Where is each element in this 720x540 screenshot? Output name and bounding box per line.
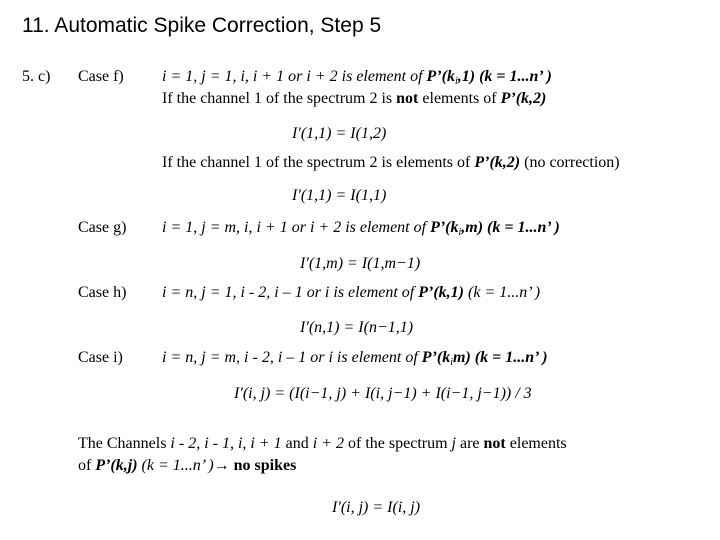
case-i-condition: i = n, j = m, i - 2, i – 1 or i is element of $P’(k_im) (k = 1...n$’ ) xyxy=(162,349,548,368)
case-f-condition: i = 1, j = 1, i, i + 1 or i + 2 is element of $P’(k_i,1) (k = 1...n$’ ) xyxy=(162,68,552,87)
closing-line-2: of P’(k,j) (k = 1...n’ )→ no spikes xyxy=(78,457,297,474)
item-prefix: 5. c) xyxy=(22,68,51,85)
case-f-label: Case f) xyxy=(78,68,124,85)
case-i-label: Case i) xyxy=(78,349,123,366)
equation-case-g: I′(1,m) = I(1,m−1) xyxy=(300,255,421,272)
case-f-condition-2: If the channel 1 of the spectrum 2 is not elements of P’(k,2) xyxy=(162,90,547,107)
case-f-condition-3: If the channel 1 of the spectrum 2 is elements of P’(k,2) (no correction) xyxy=(162,154,620,171)
case-g-condition: i = 1, j = m, i, i + 1 or i + 2 is element of $P’(k_i,m) (k = 1...n$’ ) xyxy=(162,219,560,238)
case-g-label: Case g) xyxy=(78,219,127,236)
case-h-label: Case h) xyxy=(78,284,127,301)
equation-case-f-2: I′(1,1) = I(1,1) xyxy=(292,187,387,204)
equation-case-i: I′(i, j) = (I(i−1, j) + I(i, j−1) + I(i−1, j−1)) / 3 xyxy=(234,385,532,402)
equation-case-h: I′(n,1) = I(n−1,1) xyxy=(300,319,414,336)
slide-title: 11. Automatic Spike Correction, Step 5 xyxy=(22,14,382,37)
equation-case-f-1: I′(1,1) = I(1,2) xyxy=(292,125,387,142)
case-h-condition: i = n, j = 1, i - 2, i – 1 or i is element of P’(k,1) (k = 1...n’ ) xyxy=(162,284,541,301)
equation-no-spikes: I′(i, j) = I(i, j) xyxy=(332,499,421,516)
closing-line-1: The Channels i - 2, i - 1, i, i + 1 and i + 2 of the spectrum j are not elements xyxy=(78,435,567,452)
